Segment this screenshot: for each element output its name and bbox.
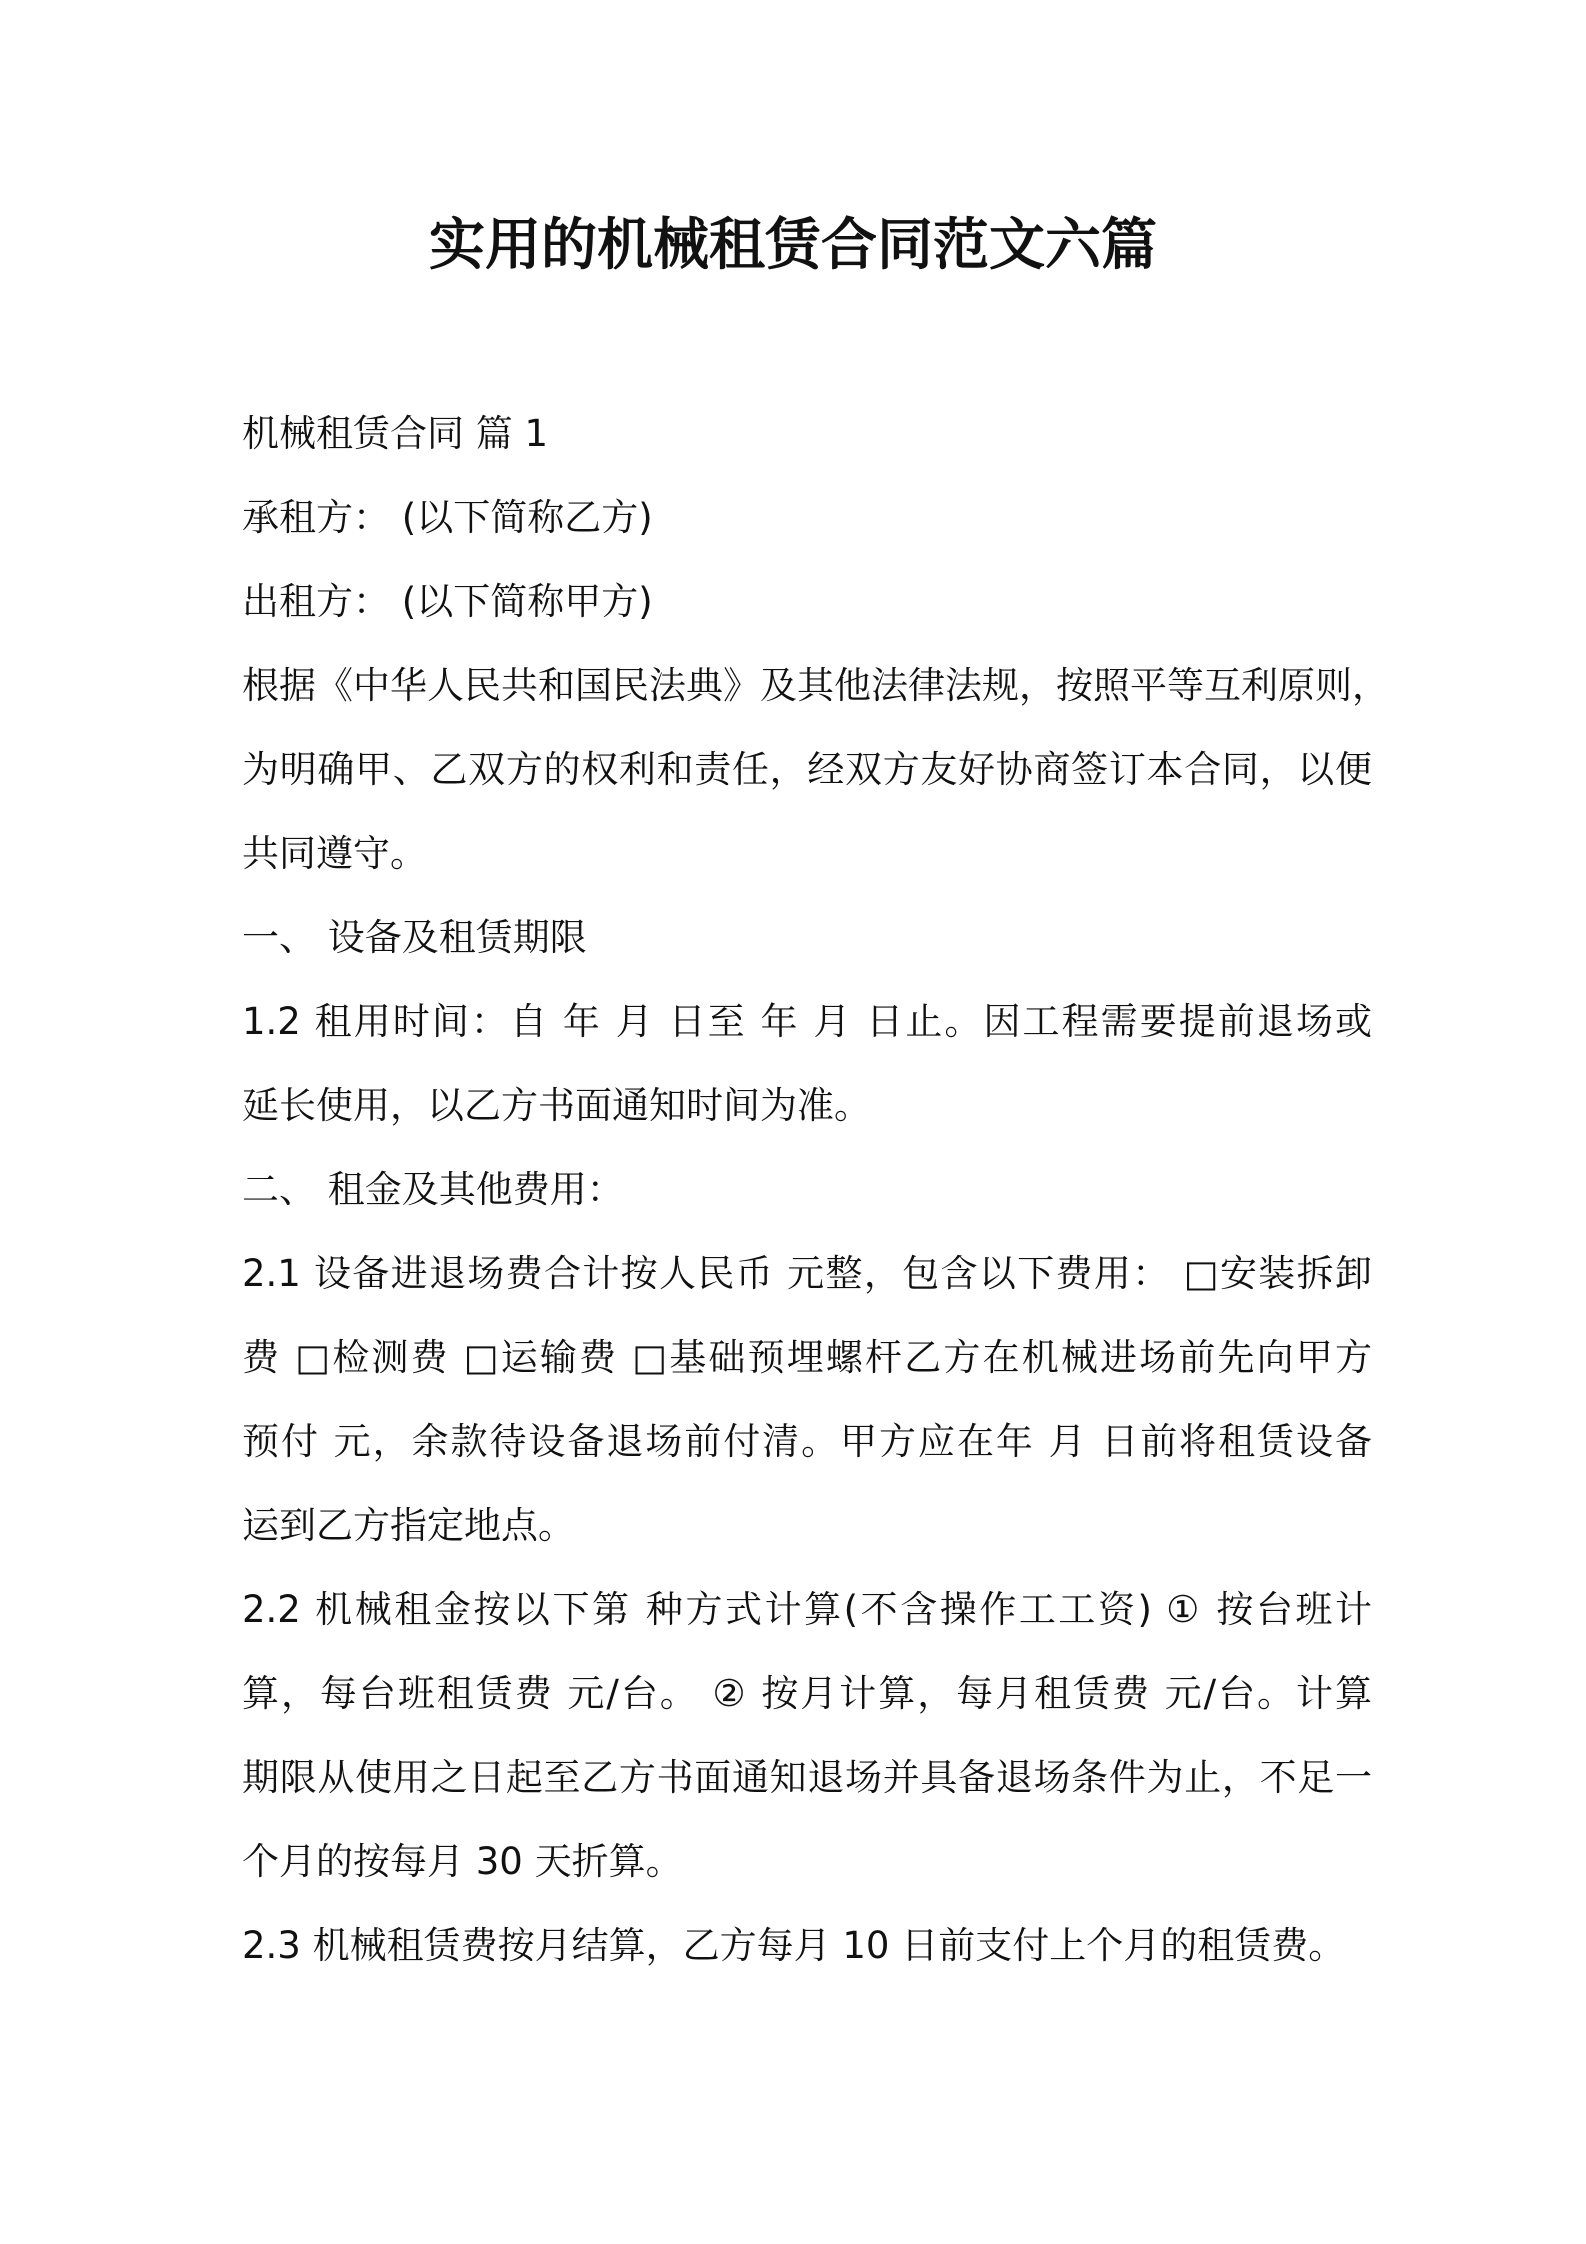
paragraph-line: 期限从使用之日起至乙方书面通知退场并具备退场条件为止，不足一 xyxy=(242,1756,1372,1799)
paragraph-line: 费 □检测费 □运输费 □基础预埋螺杆乙方在机械进场前先向甲方 xyxy=(242,1336,1372,1379)
paragraph-line: 1.2 租用时间：自 年 月 日至 年 月 日止。因工程需要提前退场或 xyxy=(242,1000,1372,1043)
paragraph-line: 2.3 机械租赁费按月结算，乙方每月 10 日前支付上个月的租赁费。 xyxy=(242,1924,1346,1967)
document-title: 实用的机械租赁合同范文六篇 xyxy=(429,213,1157,278)
paragraph-line: 根据《中华人民共和国民法典》及其他法律法规，按照平等互利原则， xyxy=(242,664,1389,707)
paragraph-line: 预付 元，余款待设备退场前付清。甲方应在年 月 日前将租赁设备 xyxy=(242,1420,1372,1463)
paragraph-line: 2.2 机械租金按以下第 种方式计算(不含操作工工资) ① 按台班计 xyxy=(242,1588,1372,1631)
lessor-line: 出租方： (以下简称甲方) xyxy=(242,580,653,623)
clause-heading: 一、 设备及租赁期限 xyxy=(242,916,587,959)
paragraph-line: 算，每台班租赁费 元/台。 ② 按月计算，每月租赁费 元/台。计算 xyxy=(242,1672,1372,1715)
paragraph-line: 2.1 设备进退场费合计按人民币 元整，包含以下费用： □安装拆卸 xyxy=(242,1252,1372,1295)
clause-heading: 二、 租金及其他费用： xyxy=(242,1168,624,1211)
paragraph-line: 延长使用，以乙方书面通知时间为准。 xyxy=(242,1084,871,1127)
paragraph-line: 个月的按每月 30 天折算。 xyxy=(242,1840,683,1883)
paragraph-line: 运到乙方指定地点。 xyxy=(242,1504,575,1547)
section-heading: 机械租赁合同 篇 1 xyxy=(242,412,549,455)
paragraph-line: 共同遵守。 xyxy=(242,832,427,875)
paragraph-line: 为明确甲、乙双方的权利和责任，经双方友好协商签订本合同，以便 xyxy=(242,748,1372,791)
lessee-line: 承租方： (以下简称乙方) xyxy=(242,496,653,539)
